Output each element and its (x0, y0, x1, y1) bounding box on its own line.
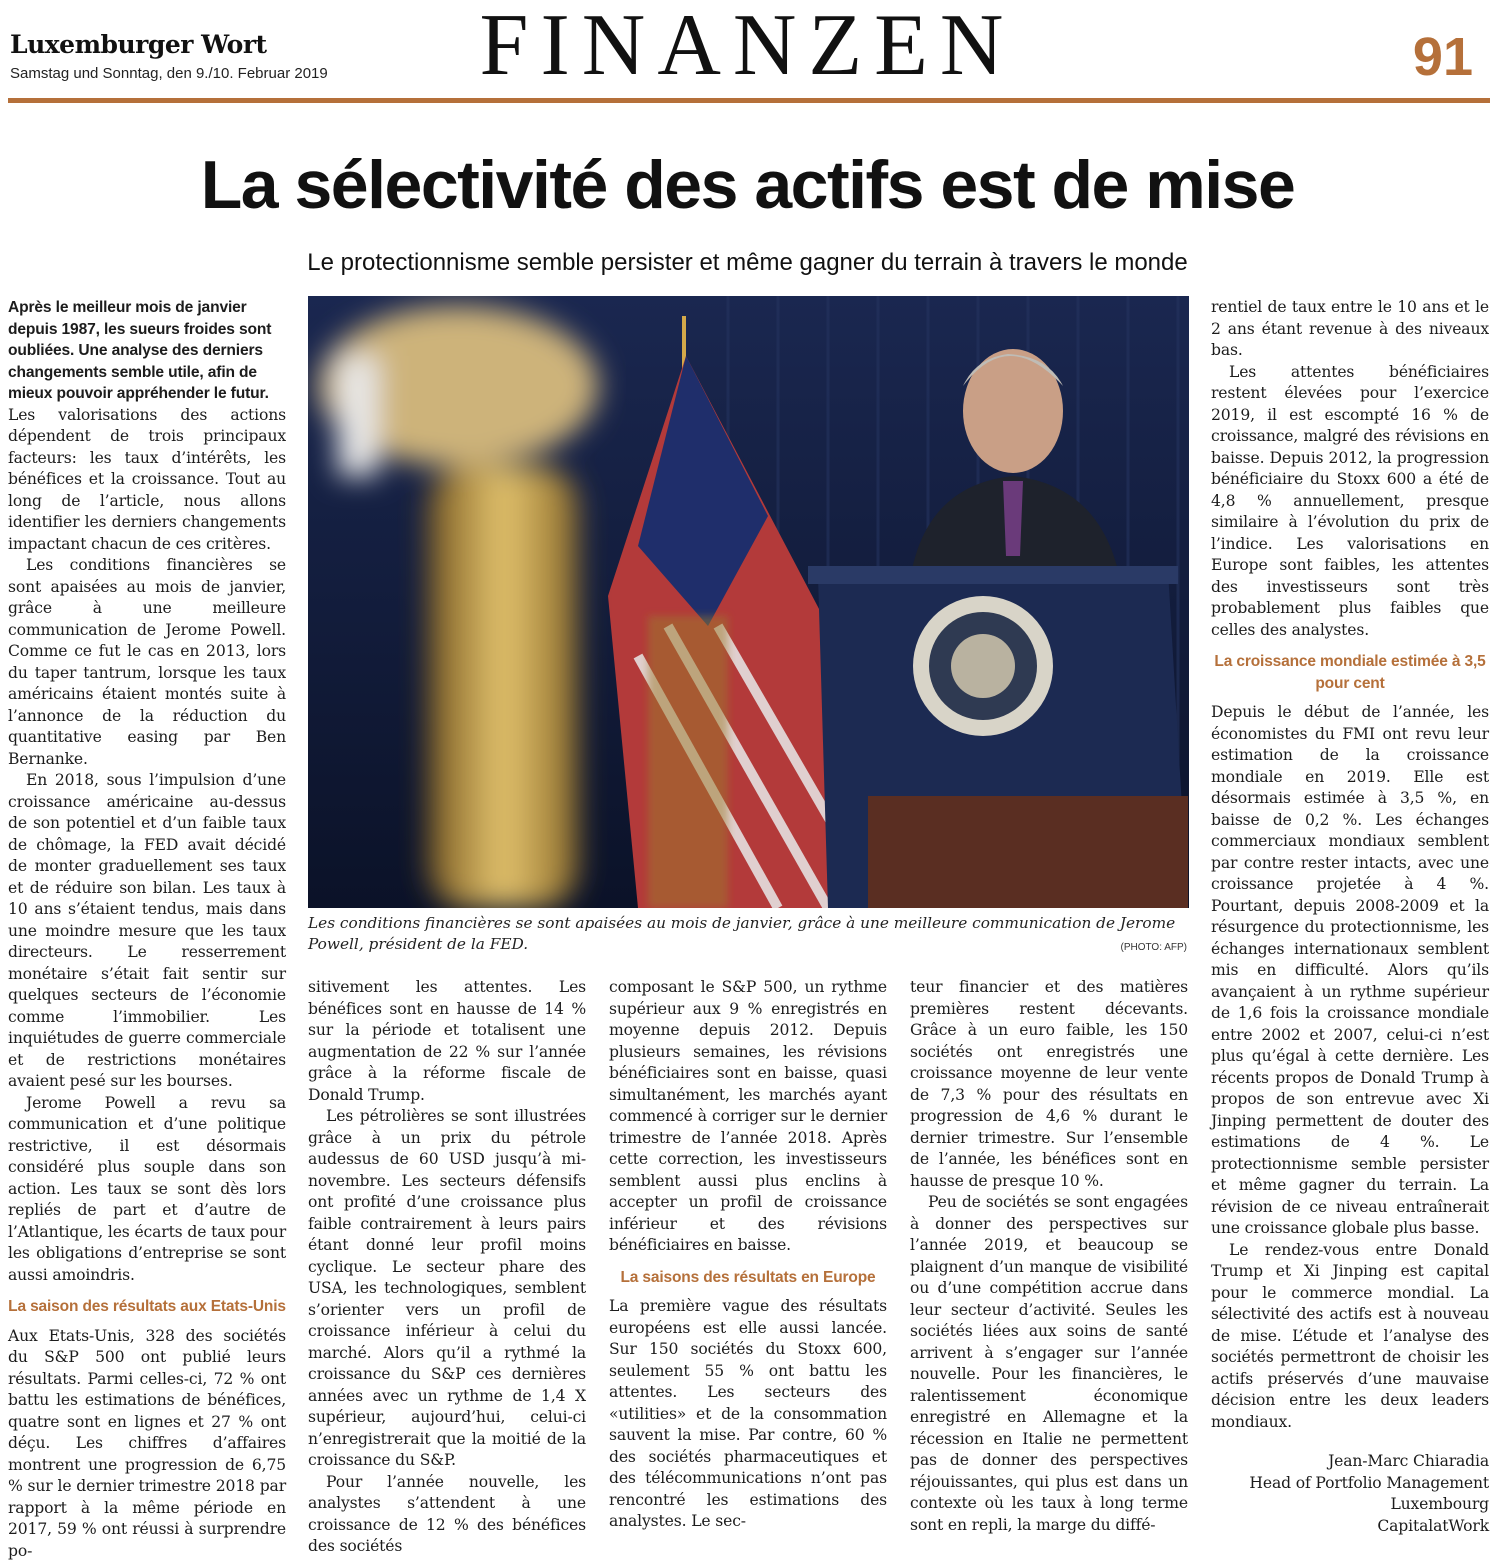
author-title: Head of Portfolio Management (1249, 1473, 1489, 1492)
paragraph: Pour l’année nouvelle, les analystes s’attendent à une croissance de 12 % des bénéfices des sociétés (308, 1472, 586, 1555)
paragraph: teur financier et des matières premières restent décevants. Grâce à un euro faible, les 150 sociétés ont enregistrés une croissance moyenne de leur vente de 7,3 % pour des résultats en progression de 4,6 % durant le dernier trimestre. Sur l’ensemble de l’année, les bénéfices sont en hausse de presque 10 %. (910, 978, 1188, 1190)
subheading-world-growth: La croissance mondiale estimée à 3,5 pour cent (1214, 653, 1486, 692)
subheading-us-results: La saison des résultats aux Etats-Unis (8, 1298, 286, 1316)
paragraph: Le rendez-vous entre Donald Trump et Xi Jinping est capital pour le commerce mondial. La sélectivité des actifs est à nouveau de mise. L’étude et l’analyse des sociétés permettront de choisir les actifs préservés d’une mauvaise décision entre les deux leaders mondiaux. (1211, 1240, 1489, 1431)
column-5 (1211, 297, 1489, 1537)
paragraph: En 2018, sous l’impulsion d’une croissance américaine au-dessus de son potentiel et d’un faible taux de chômage, la FED avait décidé de monter graduellement ses taux et de réduire son bilan. Les taux à 10 ans s’étaient tendus, mais dans une moindre mesure que les taux directeurs. Le resserrement monétaire s’était fait sentir sur quelques secteurs de l’économie comme l’immobilier. Les inquiétudes de guerre commerciale et de restrictions monétaires avaient pesé sur les bourses. (8, 771, 286, 1091)
paragraph: La première vague des résultats européens est elle aussi lancée. Sur 150 sociétés du Stoxx 600, seulement 55 % ont battu les attentes. Les secteurs des «utilities» et de la consommation sauvent la mise. Par contre, 60 % des sociétés pharmaceutiques et des télécommunications n’ont pas rencontré les estimations des analystes. Le sec- (609, 1297, 887, 1530)
paragraph: Les conditions financières se sont apaisées au mois de janvier, grâce à une meilleure communication de Jerome Powell. Comme ce fut le cas en 2013, lors du taper tantrum, lorsque les taux américains étaient montés suite à l’annonce de la réduction du quantitative easing par Ben Bernanke. (8, 556, 286, 768)
column-3 (609, 977, 887, 1533)
author-name: Jean-Marc Chiaradia (1328, 1452, 1489, 1470)
paragraph: Les valorisations des actions dépendent de trois principaux facteurs: les taux d’intérêts, les bénéfices et la croissance. Tout au long de l’article, nous allons identifier les derniers changements impactant chacun de ces critères. (8, 405, 286, 553)
column-1 (8, 297, 286, 1562)
paragraph: Jerome Powell a revu sa communication et d’une politique restrictive, il est désormais considéré plus souple dans son action. Les taux se sont dès lors repliés de part et d’autre de l’Atlantique, les écarts de taux pour les obligations d’entreprise se sont aussi amoindris. (8, 1093, 286, 1284)
paragraph: Depuis le début de l’année, les économistes du FMI ont revu leur estimation de la croissance mondiale en 2019. Elle est désormais estimée à 3,5 %, en baisse de 0,2 %. Les échanges commerciaux mondiaux semblent par contre rester intacts, avec une croissance projetée à 4 %. Pourtant, depuis 2008-2009 et la résurgence du protectionnisme, les échanges internationaux semblent mis en difficulté. Alors qu’ils avançaient à un rythme supérieur de 1,6 fois la croissance mondiale entre 2002 et 2007, celui-ci n’est plus qu’égal à cette dernière. Les récents propos de Donald Trump à propos de son entrevue avec Xi Jinping permettent de douter des estimations de 4 %. Le protectionnisme semble persister et même gagner du terrain. La révision de ce niveau entraînerait une croissance globale plus basse. (1211, 703, 1489, 1237)
page-number: 91 (1412, 27, 1473, 87)
photo-credit: (PHOTO: AFP) (1120, 942, 1187, 953)
section-title: FINANZEN (479, 0, 1016, 94)
author-location: Luxembourg (1390, 1495, 1489, 1513)
column-2 (308, 977, 586, 1558)
paragraph: sitivement les attentes. Les bénéfices sont en hausse de 14 % sur la période et totalisent une augmentation de 22 % sur l’année grâce à la réforme fiscale de Donald Trump. (308, 978, 586, 1104)
author-signature (1211, 1451, 1489, 1537)
article-lead: Après le meilleur mois de janvier depuis 1987, les sueurs froides sont oubliées. Une analyse des derniers changements semble utile, afin de mieux pouvoir appréhender le futur. (8, 299, 272, 403)
column-4 (910, 977, 1188, 1536)
press-conference-photo (308, 296, 1189, 908)
photo-caption: Les conditions financières se sont apaisées au mois de janvier, grâce à une meilleure communication de Jerome Powell, président de la FED. (308, 914, 1176, 953)
article-subheadline: Le protectionnisme semble persister et même gagner du terrain à travers le monde (307, 249, 1188, 276)
photo-illustration (308, 296, 1189, 908)
paragraph: Les attentes bénéficiaires restent élevées pour l’exercice 2019, il est escompté 16 % de croissance, malgré des révisions en baisse. Depuis 2012, la progression bénéficiaire du Stoxx 600 a été de 4,8 % annuellement, presque similaire à l’évolution du prix de l’indice. Les valorisations en Europe sont faibles, les attentes des investisseurs sont très probablement plus faibles que celles des analystes. (1211, 362, 1489, 639)
paragraph: Les pétrolières se sont illustrées grâce à un prix du pétrole audessus de 60 USD jusqu’à mi-novembre. Les secteurs défensifs ont profité d’une croissance plus faible contrairement à leurs pairs étant donné leur profil moins cyclique. Le secteur phare des USA, les technologiques, semblent s’orienter vers un profil de croissance inférieur à celui du marché. Alors qu’il a rythmé la croissance du S&P ces dernières années avec un rythme de 1,4 X supérieur, aujourd’hui, celui-ci n’enregistrerait que la moitié de la croissance du S&P. (308, 1107, 586, 1469)
paragraph: rentiel de taux entre le 10 ans et le 2 ans étant revenue à des niveaux bas. (1211, 298, 1489, 359)
paragraph: Peu de sociétés se sont engagées à donner des perspectives sur l’année 2019, et beaucoup se plaignent d’un manque de visibilité ou d’une compétition accrue dans leur secteur d’activité. Seules les sociétés liées aux soins de santé arrivent à s’engager sur l’année nouvelle. Pour les financières, le ralentissement économique enregistré en Allemagne et la récession en Italie ne permettent pas de donner des perspectives réjouissantes, qui plus est dans un contexte où les taux à long terme sont en repli, la marge du diffé- (910, 1193, 1188, 1534)
issue-date: Samstag und Sonntag, den 9./10. Februar 2019 (10, 65, 328, 82)
subheading-europe-results: La saisons des résultats en Europe (620, 1268, 876, 1286)
article-headline: La sélectivité des actifs est de mise (200, 147, 1295, 223)
newspaper-name: Luxemburger Wort (10, 30, 267, 59)
paragraph: composant le S&P 500, un rythme supérieur aux 9 % enregistrés en moyenne depuis 2012. Depuis plusieurs semaines, les révisions bénéficiaires sont en baisse, quasi simultanément, les marchés ayant commencé à corriger sur le dernier trimestre de l’année 2018. Après cette correction, les investisseurs semblent aussi plus enclins à accepter un profil de croissance inférieur et des révisions bénéficiaires en baisse. (609, 978, 887, 1254)
author-company: CapitalatWork (1377, 1516, 1489, 1535)
header-rule (8, 98, 1490, 103)
paragraph: Aux Etats-Unis, 328 des sociétés du S&P 500 ont publié leurs résultats. Parmi celles-ci, 72 % ont battu les estimations de bénéfices, quatre sont en lignes et 27 % ont déçu. Les chiffres d’affaires montrent une progression de 6,75 % sur le dernier trimestre 2018 par rapport à la même période en 2017, 59 % ont réussi à surprendre po- (8, 1326, 286, 1560)
